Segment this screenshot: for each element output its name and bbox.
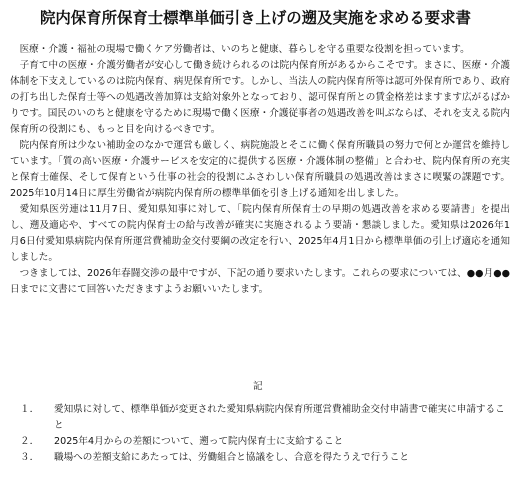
list-item-number: ２． [20,436,40,447]
paragraph-aichi-request: 愛知県医労連は11月7日、愛知県知事に対して、「院内保育所保育士の早期の処遇改善を求める要請書」を提出し、遡及適応や、すべての院内保育士の給与改善が確実に実施されるよう要請・懇談しました。愛知県は2026年1月6日付愛知県病院内保育所運営費補助金交付要綱の改定を行い、2025年4月1日から標準単価の引上げ適応を通知しました。 [10,204,510,263]
document-title: 院内保育所保育士標準単価引き上げの遡及実施を求める要求書 [40,9,471,27]
list-item-text: 愛知県に対して、標準単価が変更された愛知県病院内保育所運営費補助金交付申請書で確実に申請すること [54,404,505,431]
list-item-text: 職場への差額支給にあたっては、労働組合と協議をし、合意を得たうえで行うこと [54,452,409,463]
list-item-number: ３． [20,452,40,463]
list-item-text: 2025年4月からの差額について、遡って院内保育士に支給すること [54,436,344,447]
list-item [10,434,510,450]
list-item [10,402,510,434]
paragraph-nursery-importance: 子育て中の医療・介護労働者が安心して働き続けられるのは院内保育所があるからこそです。まさに、医療・介護体制を下支えしているのは院内保育、病児保育所です。しかし、当法人の院内保育所等は認可外保育所であり、政府の打ち出した保育士等への処遇改善加算は支給対象外となっており、認可保育所との賃金格差はますます広がるばかりです。国民のいのちと健康を守るために現場で働く医療・介護従事者の処遇改善を叫ぶならば、それを支える院内保育所の役割にも、もっと目を向けるべきです。 [10,60,510,135]
paragraph-nursery-operation: 院内保育所は少ない補助金のなかで運営も厳しく、病院施設とそこに働く保育所職員の努力で何とか運営を維持しています。「質の高い医療・介護サービスを安定的に提供する医療・介護体制の整備」と合わせ、院内保育所の充実と保育士確保、そして保育という仕事の社会的役割にふさわしい保育所職員の処遇改善はまさに喫緊の課題です。2025年10月14日に厚生労働省が病院内保育所の標準単価を引き上げる通知を出しました。 [10,140,510,199]
paragraph-demand-intro: つきましては、2026年春闘交渉の最中ですが、下記の通り要求いたします。これらの要求については、●●月●●日までに文書にて回答いただきますようお願いいたします。 [10,268,510,295]
ki-heading: 記 [253,381,263,392]
list-item [10,450,510,466]
paragraph-role: 医療・介護・福祉の現場で働くケア労働者は、いのちと健康、暮らしを守る重要な役割を担っています。 [19,44,470,55]
list-item-number: １． [20,404,40,415]
request-list [10,402,510,466]
document-body [10,42,510,298]
